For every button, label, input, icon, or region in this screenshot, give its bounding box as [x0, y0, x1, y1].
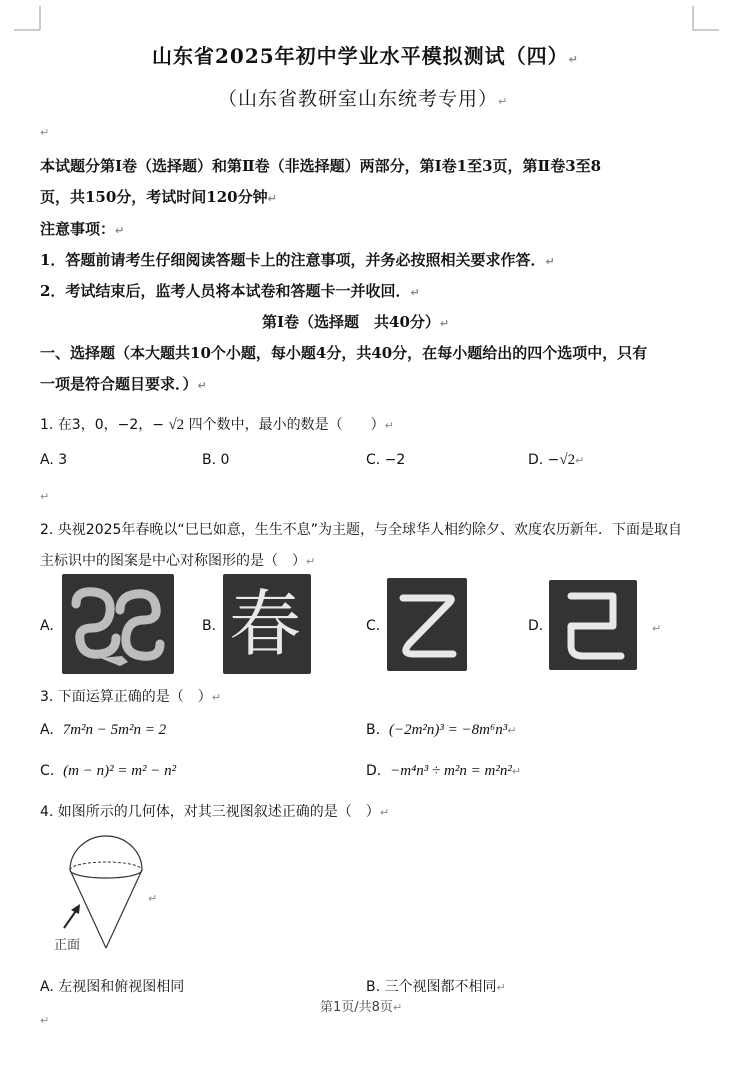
q2-stem-line-2: 主标识中的图案是中心对称图形的是（ ）↵: [40, 553, 316, 569]
paragraph-mark: ↵: [652, 622, 662, 635]
page-footer: 第1页/共8页↵: [320, 1000, 403, 1015]
q2-option-d-label: D.: [528, 618, 544, 634]
empty-paragraph-mark: ↵: [40, 490, 50, 503]
intro-line-1: 本试题分第Ⅰ卷（选择题）和第Ⅱ卷（非选择题）两部分，第Ⅰ卷1至3页，第Ⅱ卷3至8: [40, 157, 602, 175]
q2-option-c-image[interactable]: [387, 578, 467, 671]
q4-front-label: 正面: [54, 938, 81, 953]
note-1: 1．答题前请考生仔细阅读答题卡上的注意事项，并务必按照相关要求作答．↵: [40, 251, 555, 269]
q2-option-b-label: B.: [202, 618, 217, 634]
note-2: 2．考试结束后，监考人员将本试卷和答题卡一并收回．↵: [40, 282, 420, 300]
corner-mark-top-right: [690, 6, 720, 34]
si-character-glyph: [549, 580, 637, 670]
q1-stem: 1. 在3，0，−2，− √2 四个数中，最小的数是（ ）↵: [40, 417, 394, 433]
q3-option-c[interactable]: C. (m − n)² = m² − n²: [40, 763, 177, 779]
q2-stem-line-1: 2. 央视2025年春晚以“巳巳如意，生生不息”为主题，与全球华人相约除夕、欢度农历新年．下面是取自: [40, 522, 682, 538]
yi-character-glyph: [387, 578, 467, 671]
q1-option-d[interactable]: D. −√2↵: [528, 452, 585, 468]
empty-paragraph-mark: ↵: [40, 126, 50, 139]
ruyi-pattern-icon: [62, 574, 174, 674]
paragraph-mark: ↵: [148, 892, 158, 905]
page-title: 山东省2025年初中学业水平模拟测试（四）↵: [152, 44, 579, 68]
q1-radical: √2: [168, 417, 185, 433]
q2-option-b-image[interactable]: [223, 574, 311, 674]
q4-option-b[interactable]: B. 三个视图都不相同↵: [366, 979, 506, 995]
q1-option-a[interactable]: A. 3: [40, 452, 68, 468]
q1-option-c[interactable]: C. −2: [366, 452, 406, 468]
notes-heading: 注意事项：↵: [40, 220, 125, 238]
q4-option-a[interactable]: A. 左视图和俯视图相同: [40, 979, 185, 995]
corner-mark-top-left: [14, 6, 44, 34]
page-subtitle: （山东省教研室山东统考专用）↵: [218, 88, 509, 110]
intro-line-2: 页，共150分，考试时间120分钟↵: [40, 188, 277, 206]
q2-option-d-image[interactable]: [549, 580, 637, 670]
q2-option-a-label: A.: [40, 618, 54, 634]
q3-option-a[interactable]: A. 7m²n − 5m²n = 2: [40, 722, 167, 738]
q3-option-b[interactable]: B. (−2m²n)³ = −8m⁶n³↵: [366, 722, 517, 738]
part-1-heading: 第Ⅰ卷（选择题 共40分）↵: [262, 313, 450, 331]
q4-stem: 4. 如图所示的几何体，对其三视图叙述正确的是（ ）↵: [40, 804, 390, 820]
section-1-line-2: 一项是符合题目要求．）↵: [40, 375, 207, 393]
section-1-line-1: 一、选择题（本大题共10个小题，每小题4分，共40分，在每小题给出的四个选项中，只有: [40, 344, 648, 362]
empty-paragraph-mark: ↵: [40, 1014, 50, 1027]
chun-character-glyph: 春: [229, 582, 302, 666]
q2-option-a-image[interactable]: [62, 574, 174, 674]
q1-option-b[interactable]: B. 0: [202, 452, 230, 468]
q3-option-d[interactable]: D. −m⁴n³ ÷ m²n = m²n²↵: [366, 763, 522, 779]
q2-option-c-label: C.: [366, 618, 381, 634]
q3-stem: 3. 下面运算正确的是（ ）↵: [40, 689, 222, 705]
